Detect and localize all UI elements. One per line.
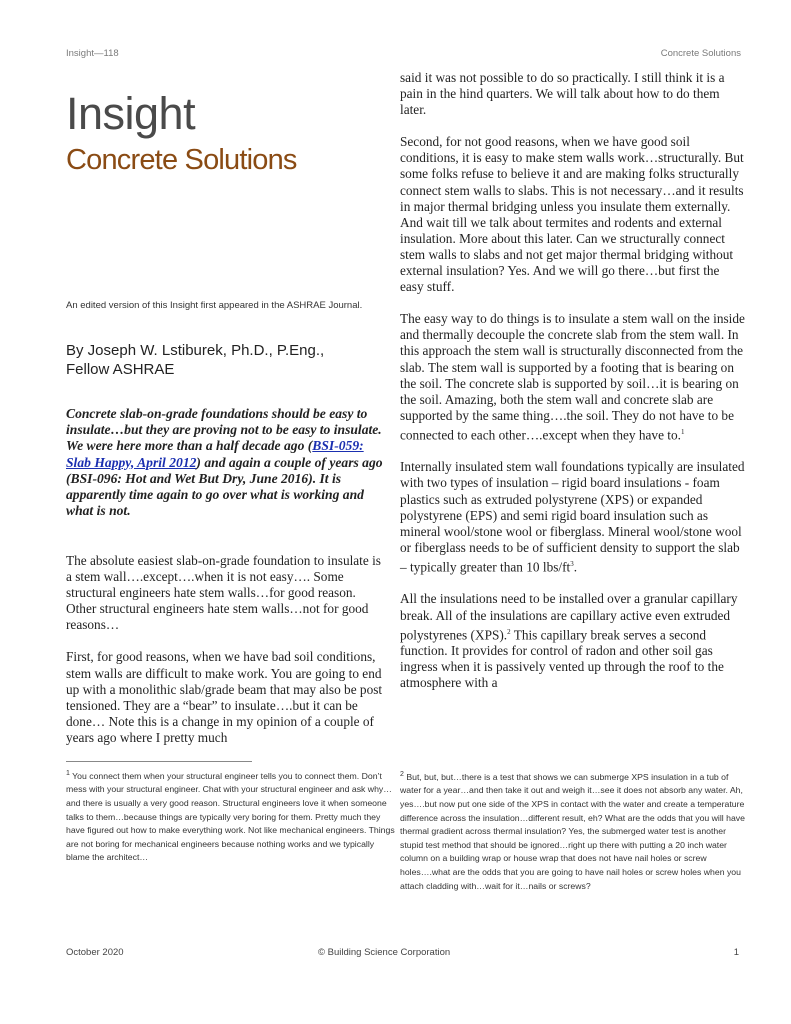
title-insight: Insight (66, 88, 196, 139)
body-paragraph: First, for good reasons, when we have bad soil conditions, stem walls are difficult to make work. You are going to end up with a monolithic slab/grade beam that may also be post tensioned. They are a “bear” to insulate….but it can be done… Note this is a change in my opinion of a couple of years ago where I pretty much (66, 649, 383, 745)
header-left: Insight—118 (66, 48, 119, 59)
lead-text-after: ) and again a couple of years ago (BSI-096: Hot and Wet But Dry, June 2016). It is apparently time again to go over what is working and what is not. (66, 454, 383, 519)
footer-date: October 2020 (66, 947, 124, 958)
paragraph-text: All the insulations need to be installed over a granular capillary break. All of the insulations are capillary active even extruded polystyrenes (XPS). (400, 591, 738, 643)
body-column-left (66, 553, 388, 762)
body-paragraph (400, 591, 745, 691)
body-paragraph: said it was not possible to do so practically. I still think it is a pain in the hind quarters. We will talk about how to do them later. (400, 70, 725, 118)
footnote-text: But, but, but…there is a test that shows we can submerge XPS insulation in a tub of water for a year…and then take it out and weigh it…see it does not absorb any water. Ah, yes….but now put one side of the XPS in contact with the water and create a temperature difference across the insulation…different result, eh? What are the odds that you will have thermal gradient across thermal insulation? Yes, the submerged water test is another stupid test method that should be ignored…right up there with putting a 20 inch water column on a building wrap or house wrap that does not have nail holes or screw holes….what are the odds that you are going to have nail holes or screw holes when you attach cladding with…wait for it…nails or screws? (400, 771, 745, 891)
paragraph-text: Internally insulated stem wall foundations typically are insulated with two types of insulation – rigid board insulations - foam plastics such as extruded polystyrene (XPS) or expanded polystyrene (EPS) and semi rigid board insulation such as mineral wool/stone wool or fiberglass. Mineral wool/stone wool or fiberglass needs to be of sufficient density to support the slab – typically greater than 10 lbs/ft (400, 459, 745, 575)
byline-affiliation: Fellow ASHRAE (66, 361, 175, 378)
footnote-ref[interactable]: 2 (507, 627, 511, 636)
footer-copyright: © Building Science Corporation (318, 947, 451, 958)
byline (66, 341, 386, 379)
body-paragraph (400, 311, 745, 443)
paragraph-text: This capillary break serves a second function. It provides for control of radon and other soil gas ingress when it is passively vented up through the roof to the atmosphere with a (400, 627, 724, 691)
title-concrete-solutions: Concrete Solutions (66, 144, 297, 176)
footnote-mark: 1 (66, 770, 70, 777)
paragraph-text: The easy way to do things is to insulate a stem wall on the inside and thermally decouple the concrete slab from the stem wall. In this approach the stem wall is structurally disconnected from the slab. The stem wall is supported by a footing that is bearing on the soil. The concrete slab is supported by soil…it is bearing on the soil. Amazing, both the stem wall and concrete slab are supported by the same thing….the soil. They do not have to be connected to each other….except when they have to. (400, 311, 745, 443)
footnote-2 (400, 768, 745, 893)
footnote-1 (66, 767, 396, 865)
footnote-text: You connect them when your structural engineer tells you to connect them. Don’t mess with your structural engineer. Chat with your structural engineer and ask why…and there is usually a very good reason. Structural engineers love it when someone talks to them…because things are typically very boring for them. Pretty much they have figured out how to make everything work. Not like mechanical engineers. Things are not boring for mechanical engineers because nothing works and we typically blame the architect… (66, 770, 395, 863)
lead-text-before: Concrete slab-on-grade foundations should be easy to insulate…but they are proving not to be easy to insulate. We were here more than a half decade ago ( (66, 406, 382, 454)
body-column-right (400, 70, 745, 707)
lead-paragraph (66, 406, 386, 519)
footnote-divider (66, 761, 252, 762)
footnote-mark: 2 (400, 771, 404, 778)
superscript: 3 (570, 559, 574, 568)
bsi-059-link[interactable]: BSI-059: Slab Happy, April 2012 (66, 438, 364, 470)
byline-author: By Joseph W. Lstiburek, Ph.D., P.Eng., (66, 342, 325, 359)
header-right: Concrete Solutions (660, 48, 741, 59)
paragraph-text: . (573, 559, 578, 575)
edit-note: An edited version of this Insight first appeared in the ASHRAE Journal. (66, 300, 363, 311)
body-paragraph: Second, for not good reasons, when we have good soil conditions, it is easy to make stem walls work…structurally. But some folks refuse to believe it and are making folks structurally connect stem walls to slabs. This is not necessary…and it results in major thermal bridging unless you insulate them externally. And wait till we talk about termites and rodents and external insulation. More about this later. Can we structurally connect stem walls to slabs and not get major thermal bridging without external insulation? Yes. And we will go there…but first the easy stuff. (400, 134, 744, 295)
body-paragraph: The absolute easiest slab-on-grade foundation to insulate is a stem wall….except….when it is not easy…. Some structural engineers hate stem walls…for good reason. Other structural engineers hate stem walls…not for good reasons… (66, 553, 381, 633)
body-paragraph (400, 459, 745, 575)
footer-page-number: 1 (733, 947, 739, 958)
footnote-ref[interactable]: 1 (680, 427, 685, 436)
